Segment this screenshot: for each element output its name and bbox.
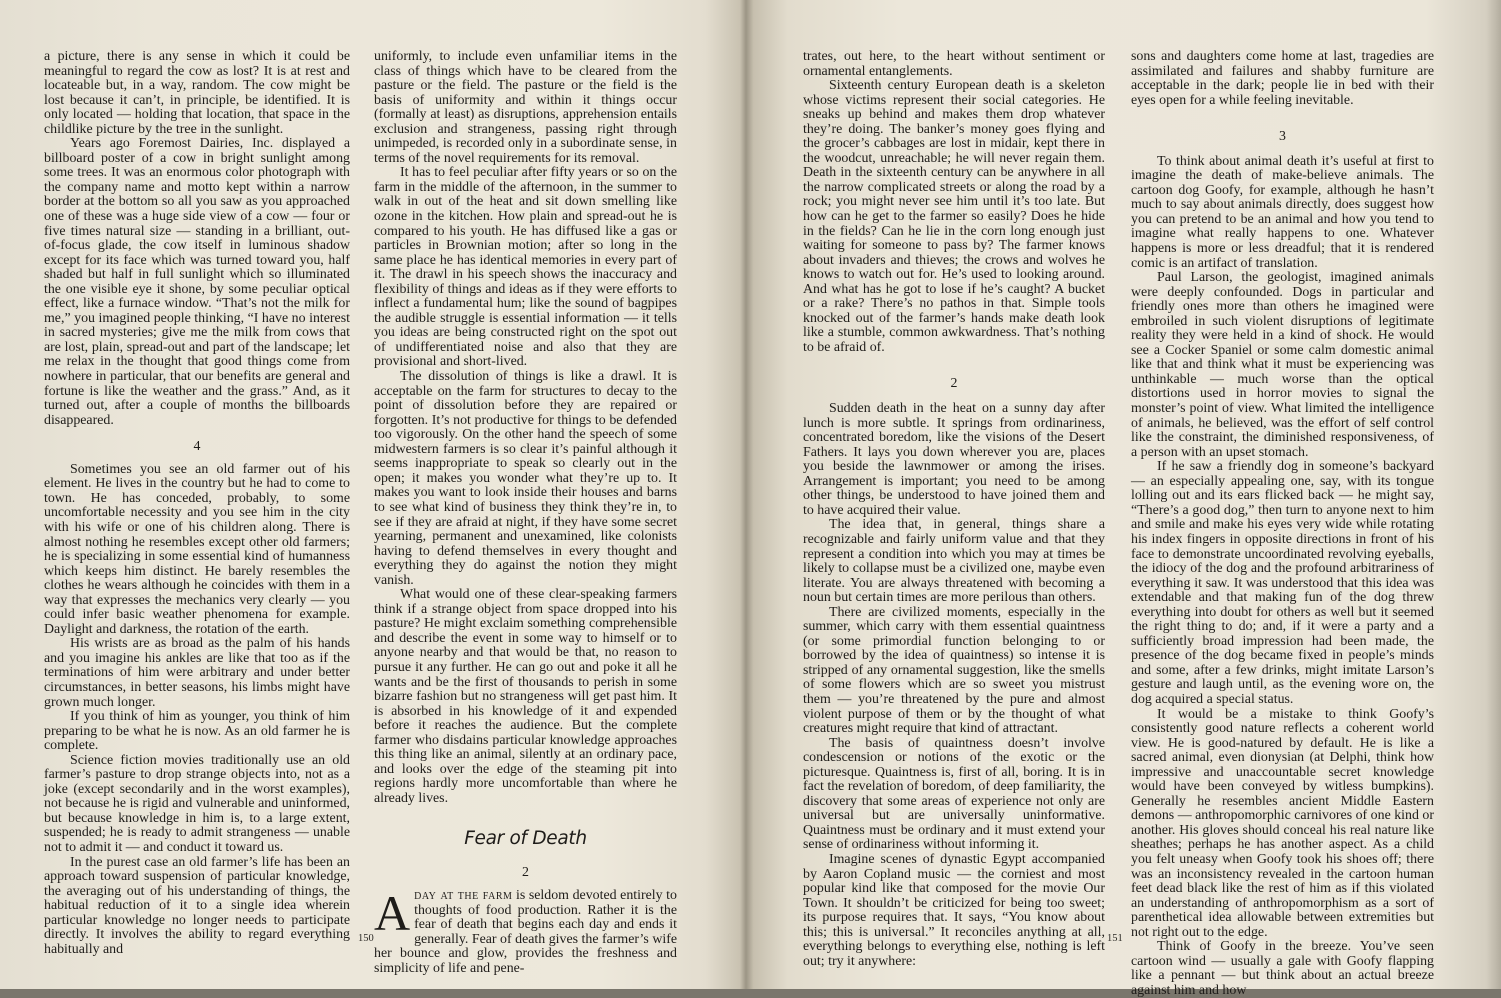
paragraph: It would be a mistake to think Goofy’s consistently good nature reflects a coherent world view. He is good-natured by default. He is like a sacred animal, even dionysian (at Delphi, think how impressive and unaccountable secret knowledge would have been conveyed by witless bumpkins). Generally he resembles ancient Middle Eastern demons — anthropomorphic carnivores of one kind or another. His gloves should conceal his real nature like sheathes; perhaps he has another aspect. As a child you felt uneasy when Goofy took his shoes off; there was an inconsistency revealed in the cartoon human feet dead black like the rest of him as if this violated an understanding of anthropomorphism as a sort of parenthetical idea allowable between extremities but not right out to the edge. <box>1131 706 1434 940</box>
left-page-column-1 <box>44 49 350 957</box>
paragraph: The basis of quaintness doesn’t involve condescension or notions of the exotic or the picturesque. Quaintness is, first of all, boring. It is in fact the revelation of boredom, of deep familiarity, the discovery that some areas of experience not only are universal but are universally uninformative. Quaintness must be ordinary and it must extend your sense of ordinariness without informing it. <box>803 735 1105 853</box>
paragraph: trates, out here, to the heart without sentiment or ornamental entanglements. <box>803 49 1105 79</box>
paragraph: In the purest case an old farmer’s life has been an approach toward suspension of particular knowledge, the averaging out of his understanding of things, the habitual reduction of it to a single idea wherein particular knowledge no longer needs to participate directly. It involves the ability to regard everything habitually and <box>44 854 350 957</box>
paragraph: Think of Goofy in the breeze. You’ve seen cartoon wind — usually a gale with Goofy flapping like a pennant — but think about an actual breeze against him and how <box>1131 939 1434 998</box>
paragraph: To think about animal death it’s useful at first to imagine the death of make-believe animals. The cartoon dog Goofy, for example, although he hasn’t much to say about animals directly, does suggest how you can pretend to be an animal and how you tend to imagine what really happens to one. Whatever happens is more or less dreadful; that it is rendered comic is an artifact of translation. <box>1131 153 1434 271</box>
section-number: 2 <box>522 865 529 881</box>
section-number: 4 <box>193 439 201 455</box>
left-page-column-2 <box>374 49 677 976</box>
paragraph: There are civilized moments, especially in the summer, which carry with them essential quaintness (or some primordial function belonging to or borrowed by the idea of quaintness) so intense it is stripped of any ornamental suggestion, like the smells of some flowers which are so sweet you mistrust them — you’re threatened by the pure and almost violent purpose of them or by the thought of what creatures might require that kind of attractant. <box>803 604 1105 737</box>
small-caps-lead: day at the farm <box>414 887 513 903</box>
paragraph: Imagine scenes of dynastic Egypt accompanied by Aaron Copland music — the corniest and most popular kind like that composed for the movie Our Town. It shouldn’t be criticized for being too sweet; its purpose requires that. It says, “You know about this; this is universal.” It reconciles anything at all, everything belongs to everything else, nothing is left out; try it anywhere: <box>803 851 1105 969</box>
left-page-number: 150 <box>358 933 374 944</box>
paragraph: uniformly, to include even unfamiliar items in the class of things which have to be cleared from the pasture or the field. The pasture or the field is the basis of uniformity and within it things occur (formally at least) as disruptions, apprehension entails exclusion and strangeness, passing right through unimpeded, is recorded only in a subordinate sense, in terms of the novel requirements for its removal. <box>374 49 677 166</box>
opening-paragraph <box>374 884 677 976</box>
paragraph: a picture, there is any sense in which it could be meaningful to regard the cow as lost? It is at rest and locateable but, in a way, random. The cow might be lost because it can’t, in principle, be identified. It is only located — holding that location, that space in the childlike picture by the tree in the sunlight. <box>44 49 350 137</box>
paragraph: Years ago Foremost Dairies, Inc. displayed a billboard poster of a cow in bright sunlight among some trees. It was an enormous color photograph with the company name and motto kept within a narrow border at the bottom so all you saw as you approached one of these was a huge side view of a cow — four or five times natural size — standing in a brilliant, out-of-focus glade, the cow itself in luminous shadow except for its face which was turned toward you, half shaded but half in full sunlight which so illuminated the one visible eye it shone, by some peculiar optical effect, like a furnace window. “That’s not the milk for me,” you imagined people thinking, “I have no interest in sacred mysteries; give me the milk from cows that are lost, plain, spread-out and part of the landscape; let me relax in the thought that good things come from nowhere in particular, that our benefits are general and fortune is like the weather and the grass.” And, as it turned out, after a couple of months the billboards disappeared. <box>44 136 350 428</box>
chapter-title: Fear of Death <box>464 828 587 850</box>
right-page-column-1 <box>803 49 1105 969</box>
paragraph: Paul Larson, the geologist, imagined animals were deeply confounded. Dogs in particular and friendly ones more than others he imagined were embroiled in such violent disruptions of legitimate reality they were held in a kind of shock. He would see a Cocker Spaniel or some calm domestic animal like that and think what it must be experiencing was unthinkable — much worse than the optical distortions used in horror movies to signal the monster’s point of view. What limited the intelligence of animals, he believed, was the effort of self control like the constraint, the diminished responsiveness, of a person with an upset stomach. <box>1131 270 1434 460</box>
paragraph: His wrists are as broad as the palm of his hands and you imagine his ankles are like that too as if the terminations of him were arbitrary and under better circumstances, in better seasons, his limbs might have grown much longer. <box>44 636 350 710</box>
paragraph: Sometimes you see an old farmer out of his element. He lives in the country but he had to come to town. He has conceded, probably, to some uncomfortable necessity and you see him in the city with his wife or one of his children along. There is almost nothing he resembles except other old farmers; he is specializing in some essential kind of humanness which keeps him distinct. He barely resembles the clothes he wears although he coincides with them in a way that expresses the mechanics very clearly — you could infer basic weather phenomena for example. Daylight and darkness, the rotation of the earth. <box>44 461 350 637</box>
paragraph: If he saw a friendly dog in someone’s backyard — an especially appealing one, say, with its tongue lolling out and its ears flicked back — he might say, “There’s a good dog,” then turn to anyone next to him and smile and make his eyes very wide while rotating his index fingers in opposite directions in front of his face to demonstrate uncoordinated revolving eyeballs, the idiocy of the dog and the profound arbitrariness of everything it saw. It was understood that this idea was extendable and that making fun of the dog threw everything into doubt for others as well but it seemed the right thing to do; and, if it were a party and a sufficiently broad impression had been made, the presence of the dog became fixed in people’s minds and some, after a few drinks, might imitate Larson’s gesture and laugh until, as the evening wore on, the dog acquired a special status. <box>1131 459 1434 707</box>
right-page-number: 151 <box>1107 933 1123 944</box>
paragraph: If you think of him as younger, you think of him preparing to be what he is now. As an old farmer he is complete. <box>44 709 350 754</box>
right-page-column-2 <box>1131 49 1434 998</box>
paragraph: The idea that, in general, things share a recognizable and fairly uniform value and that they represent a condition into which you may at times be likely to collapse must be a civilized one, maybe even literate. You are always threatened with becoming a noun but certain times are more perilous than others. <box>803 517 1105 606</box>
paragraph: It has to feel peculiar after fifty years or so on the farm in the middle of the afternoon, in the summer to walk in out of the heat and sit down smelling like ozone in the kitchen. How plain and spread-out he is compared to his youth. He has diffused like a gas or particles in Brownian motion; after so long in the same place he has identical memories in every part of it. The drawl in his speech shows the inaccuracy and flexibility of things and ideas as if they were efforts to inflect a fundamental hum; like the sound of bagpipes the audible struggle is essential information — it tells you ideas are being constructed right on the spot out of undifferentiated noise and also that they are provisional and short-lived. <box>374 165 677 370</box>
paragraph: Sudden death in the heat on a sunny day after lunch is more subtle. It springs from ordinariness, concentrated boredom, like the visions of the Desert Fathers. It lays you down wherever you are, places you beside the lawnmower or among the irises. Arrangement is important; you need to be among other things, be understood to have joined them and to have acquired their value. <box>803 401 1105 518</box>
drop-cap: A <box>374 884 411 941</box>
paragraph: The dissolution of things is like a drawl. It is acceptable on the farm for structures to decay to the point of dissolution before they are repaired or forgotten. It’s not productive for things to be defended too vigorously. On the other hand the speech of some midwestern farmers is so clear it’s painful although it seems inappropriate to speak so clearly out in the open; it makes you wonder what they’re up to. It makes you want to look inside their houses and barns to see what kind of business they think they’re in, to see if they are afraid at night, if they have some secret yearning, permanent and unexamined, like colonists having to defend themselves in every thought and everything they do against the notion they might vanish. <box>374 369 677 588</box>
paragraph: What would one of these clear-speaking farmers think if a strange object from space dropped into his pasture? He might exclaim something comprehensible and describe the event in some way to himself or to anyone nearby and that would be that, no reason to pursue it any further. He can go out and poke it all he wants and be the first of thousands to perish in some bizarre fashion but no strangeness will get past him. It is absorbed in his knowledge of it and expended before it reaches the audience. But the complete farmer who disdains particular knowledge approaches this thing like an animal, silently at an ordinary pace, and looks over the edge of the steaming pit into regions hardly more uncomfortable than where he already lives. <box>374 587 677 806</box>
section-number: 2 <box>950 376 958 392</box>
section-number: 3 <box>1279 129 1286 145</box>
paragraph: Sixteenth century European death is a skeleton whose victims represent their social categories. He sneaks up behind and makes them drop whatever they’re doing. The banker’s money goes flying and the grocer’s cabbages are lost in midair, kept there in the woodcut, unreachable; he will never regain them. Death in the sixteenth century can be anywhere in all the narrow complicated streets or along the road by a rock; you might never see him until it’s too late. But how can he get to the farmer so easily? Does he hide in the fields? Can he lie in the corn long enough just waiting for someone to pass by? The farmer knows about invaders and thieves; the crows and wolves he knows to watch out for. He’s used to looking around. And what has he got to lose if he’s caught? A bucket or a rake? There’s no pathos in that. Simple tools knocked out of the farmer’s hands make death look like a stumble, common awkwardness. That’s nothing to be afraid of. <box>803 78 1105 355</box>
paragraph: sons and daughters come home at last, tragedies are assimilated and failures and shabby furniture are acceptable in the dark; people lie in bed with their eyes open for a while feeling inevitable. <box>1131 49 1434 108</box>
paragraph: Science fiction movies traditionally use an old farmer’s pasture to drop strange objects into, not as a joke (except secondarily and in the worst examples), not because he is rigid and vulnerable and uninformed, but because knowledge in him is, to a large extent, suspended; he is ready to admit strangeness — unable not to admit it — and conduct it toward us. <box>44 752 350 855</box>
paragraph-text: is seldom devoted entirely to thoughts of food production. Rather it is the fear of death that begins each day and ends it generally. Fear of death gives the farmer’s wife her bounce and glow, provides the freshness and simplicity of life and pene- <box>374 887 677 976</box>
